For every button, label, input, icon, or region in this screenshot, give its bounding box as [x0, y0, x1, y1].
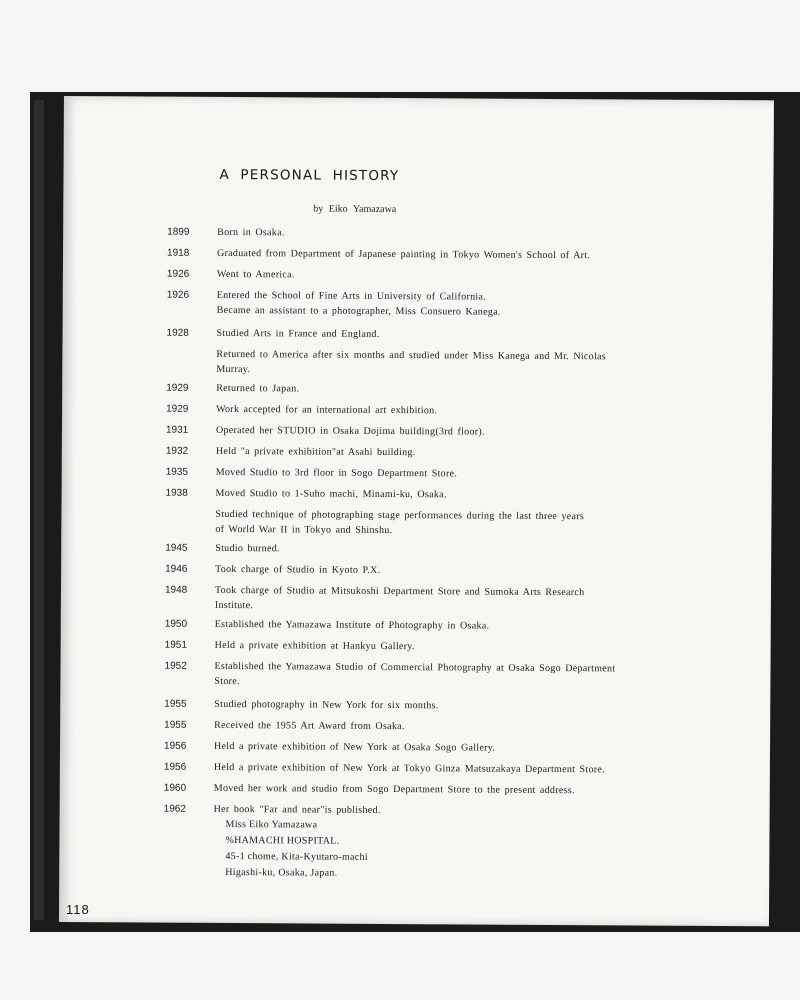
history-entry — [167, 246, 687, 266]
history-text: Held a private exhibition at Hankyu Gallery. — [214, 639, 415, 653]
history-text: Returned to America after six months and studied under Miss Kanega and Mr. Nicolas Murray. — [216, 348, 607, 376]
history-entry — [164, 781, 684, 801]
history-year: 1938 — [165, 487, 188, 499]
history-year: 1935 — [165, 466, 188, 478]
history-entry — [165, 617, 685, 637]
history-text: Graduated from Department of Japanese painting in Tokyo Women's School of Art. — [217, 247, 591, 262]
history-entry — [166, 444, 686, 464]
history-text: Returned to Japan. — [216, 382, 300, 395]
history-entry — [164, 760, 684, 780]
history-text: Held a private exhibition of New York at Tokyo Ginza Matsuzakaya Department Store. — [213, 761, 606, 776]
history-entry — [167, 267, 687, 287]
history-text: Moved Studio to 1-Suho machi, Minami-ku, Osaka. — [215, 487, 447, 501]
history-year: 1926 — [166, 268, 190, 280]
history-entry — [164, 739, 684, 759]
history-text: Took charge of Studio in Kyoto P.X. — [215, 563, 381, 576]
history-year: 1960 — [163, 782, 187, 794]
history-year: 1918 — [167, 247, 190, 259]
history-entry — [166, 347, 686, 380]
history-entry — [165, 583, 685, 616]
history-year: 1899 — [167, 226, 190, 238]
history-entry — [164, 697, 684, 717]
history-entry — [167, 288, 687, 321]
history-entry — [166, 486, 686, 506]
book-spine — [34, 100, 44, 920]
history-year: 1932 — [165, 445, 189, 457]
history-entry — [165, 638, 685, 658]
history-entry — [164, 659, 684, 692]
history-text: Her book "Far and near"is published. — [213, 803, 381, 816]
history-text: Operated her STUDIO in Osaka Dojima building(3rd floor). — [215, 424, 485, 438]
address-line: Miss Eiko Yamazawa — [225, 819, 318, 831]
history-year: 1950 — [164, 618, 188, 630]
history-entry — [165, 541, 685, 561]
address-line: Higashi-ku, Osaka, Japan. — [225, 866, 338, 879]
address-line: %HAMACHI HOSPITAL. — [225, 835, 340, 847]
history-entry — [166, 381, 686, 401]
history-text: Took charge of Studio at Mitsukoshi Department Store and Sumoka Arts Research Institute. — [214, 584, 585, 612]
history-year: 1951 — [164, 639, 187, 651]
history-text: Moved her work and studio from Sogo Department Store to the present address. — [213, 782, 575, 797]
history-year: 1928 — [166, 327, 189, 339]
history-entry — [165, 562, 685, 582]
history-text: Studied technique of photographing stage performances during the last three years of World War II in Tokyo and Shinshu. — [215, 508, 585, 537]
history-text: Established the Yamazawa Institute of Photography in Osaka. — [214, 618, 490, 632]
page-title: A PERSONAL HISTORY — [219, 166, 400, 185]
history-year: 1945 — [165, 542, 188, 554]
history-text: Work accepted for an international art exhibition. — [216, 403, 438, 417]
history-year: 1956 — [163, 761, 187, 773]
book-page — [59, 96, 774, 926]
history-year: 1955 — [164, 719, 187, 731]
history-entry — [166, 423, 686, 443]
address-line: 45-1 chome, Kita-Kyutaro-machi — [225, 850, 368, 863]
history-entry — [167, 225, 687, 245]
author-byline: by Eiko Yamazawa — [313, 203, 397, 216]
page-number: 118 — [66, 902, 90, 917]
history-year: 1929 — [166, 382, 189, 394]
history-text: Received the 1955 Art Award from Osaka. — [214, 719, 405, 733]
history-text: Established the Yamazawa Studio of Commercial Photography at Osaka Sogo Department Store. — [214, 660, 616, 688]
history-entry — [166, 402, 686, 422]
history-year: 1931 — [165, 424, 189, 436]
history-year: 1952 — [164, 660, 187, 672]
history-year: 1926 — [166, 289, 190, 301]
history-year: 1962 — [163, 803, 186, 815]
history-year: 1956 — [163, 740, 187, 752]
history-entry — [164, 718, 684, 738]
history-entry — [165, 507, 685, 540]
history-entry — [166, 465, 686, 485]
history-year: 1946 — [165, 563, 188, 575]
history-text: Studied photography in New York for six months. — [214, 698, 439, 712]
history-text: Born in Osaka. — [217, 226, 285, 239]
history-text: Studio burned. — [215, 542, 280, 555]
history-text: Went to America. — [216, 268, 295, 281]
history-text: Held "a private exhibition"at Asahi building. — [215, 445, 416, 459]
history-year: 1955 — [164, 698, 187, 710]
history-text: Held a private exhibition of New York at Osaka Sogo Gallery. — [213, 740, 496, 754]
history-list — [164, 221, 688, 822]
history-entry — [166, 326, 686, 346]
history-year: 1929 — [166, 403, 189, 415]
history-year: 1948 — [164, 584, 188, 596]
history-text: Studied Arts in France and England. — [216, 327, 380, 340]
history-text: Entered the School of Fine Arts in University of California. Became an assistant to a photographer, Miss Consuero Kanega. — [216, 289, 501, 318]
address-block — [225, 817, 368, 882]
history-text: Moved Studio to 3rd floor in Sogo Department Store. — [215, 466, 458, 480]
